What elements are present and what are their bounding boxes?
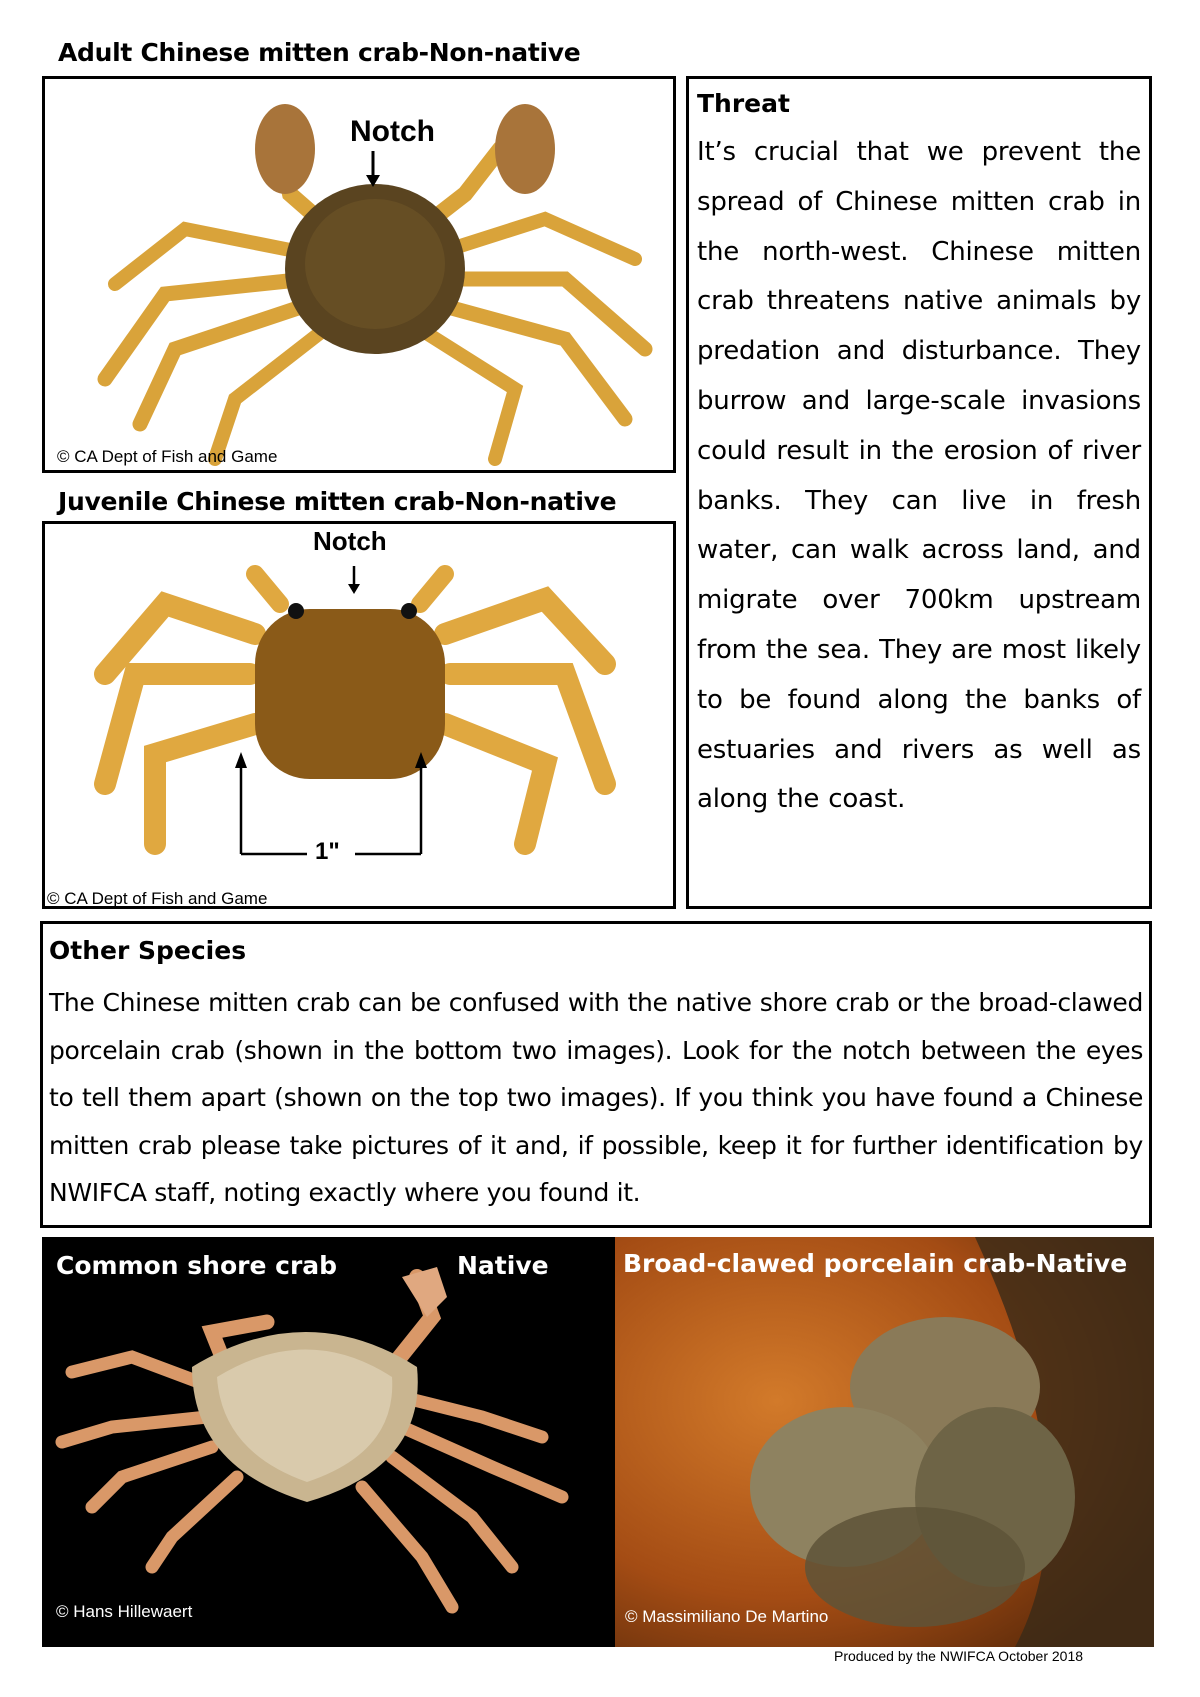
adult-notch-label: Notch — [350, 115, 435, 148]
shore-crab-credit: © Hans Hillewaert — [56, 1602, 193, 1621]
threat-title: Threat — [697, 89, 790, 118]
shore-crab-label: Common shore crab — [56, 1251, 338, 1280]
juvenile-left-eye — [288, 603, 304, 619]
porcelain-crab-label: Broad-clawed porcelain crab-Native — [623, 1249, 1128, 1278]
juvenile-crab-heading: Juvenile Chinese mitten crab-Non-native — [58, 487, 617, 516]
juvenile-crab-image — [45, 524, 673, 906]
adult-photo-credit: © CA Dept of Fish and Game — [57, 447, 278, 466]
scale-label: 1" — [315, 838, 340, 865]
right-claw — [495, 104, 555, 194]
juvenile-notch-label: Notch — [313, 526, 387, 556]
threat-text: It’s crucial that we prevent the spread of Chinese mitten crab in the north-west. Chinese mitten crab threatens native animals by predation and disturbance. They burrow and large-scale invasions could result in the erosion of river banks. They can live in fresh water, can walk across land, and migrate over 700km upstream from the sea. They are most likely to be found along the banks of estuaries and rivers as well as along the coast. — [697, 137, 1141, 815]
other-species-text: The Chinese mitten crab can be confused with the native shore crab or the broad-clawed porcelain crab (shown in the bottom two images). Look for the notch between the eyes to tell them apart (shown on the top two images). If you think you have found a Chinese mitten crab please take pictures of it and, if possible, keep it for further identification by NWIFCA staff, noting exactly where you found it. — [49, 988, 1143, 1207]
shore-crab-image — [42, 1237, 615, 1647]
adult-crab-photo-frame — [42, 76, 676, 473]
porcelain-crab-image — [615, 1237, 1154, 1647]
shore-crab-status: Native — [457, 1251, 549, 1280]
shore-crab-photo — [42, 1237, 615, 1647]
other-species-box — [40, 921, 1152, 1228]
porcelain-crab-credit: © Massimiliano De Martino — [625, 1607, 829, 1626]
juvenile-carapace — [255, 609, 445, 779]
adult-crab-heading: Adult Chinese mitten crab-Non-native — [58, 38, 581, 67]
juvenile-crab-photo-frame — [42, 521, 676, 909]
left-claw — [255, 104, 315, 194]
juvenile-right-eye — [401, 603, 417, 619]
juvenile-photo-credit: © CA Dept of Fish and Game — [47, 889, 268, 908]
porcelain-crab-photo — [615, 1237, 1154, 1647]
other-species-title: Other Species — [49, 936, 247, 965]
footer-credit: Produced by the NWIFCA October 2018 — [834, 1648, 1084, 1664]
threat-box — [686, 76, 1152, 909]
